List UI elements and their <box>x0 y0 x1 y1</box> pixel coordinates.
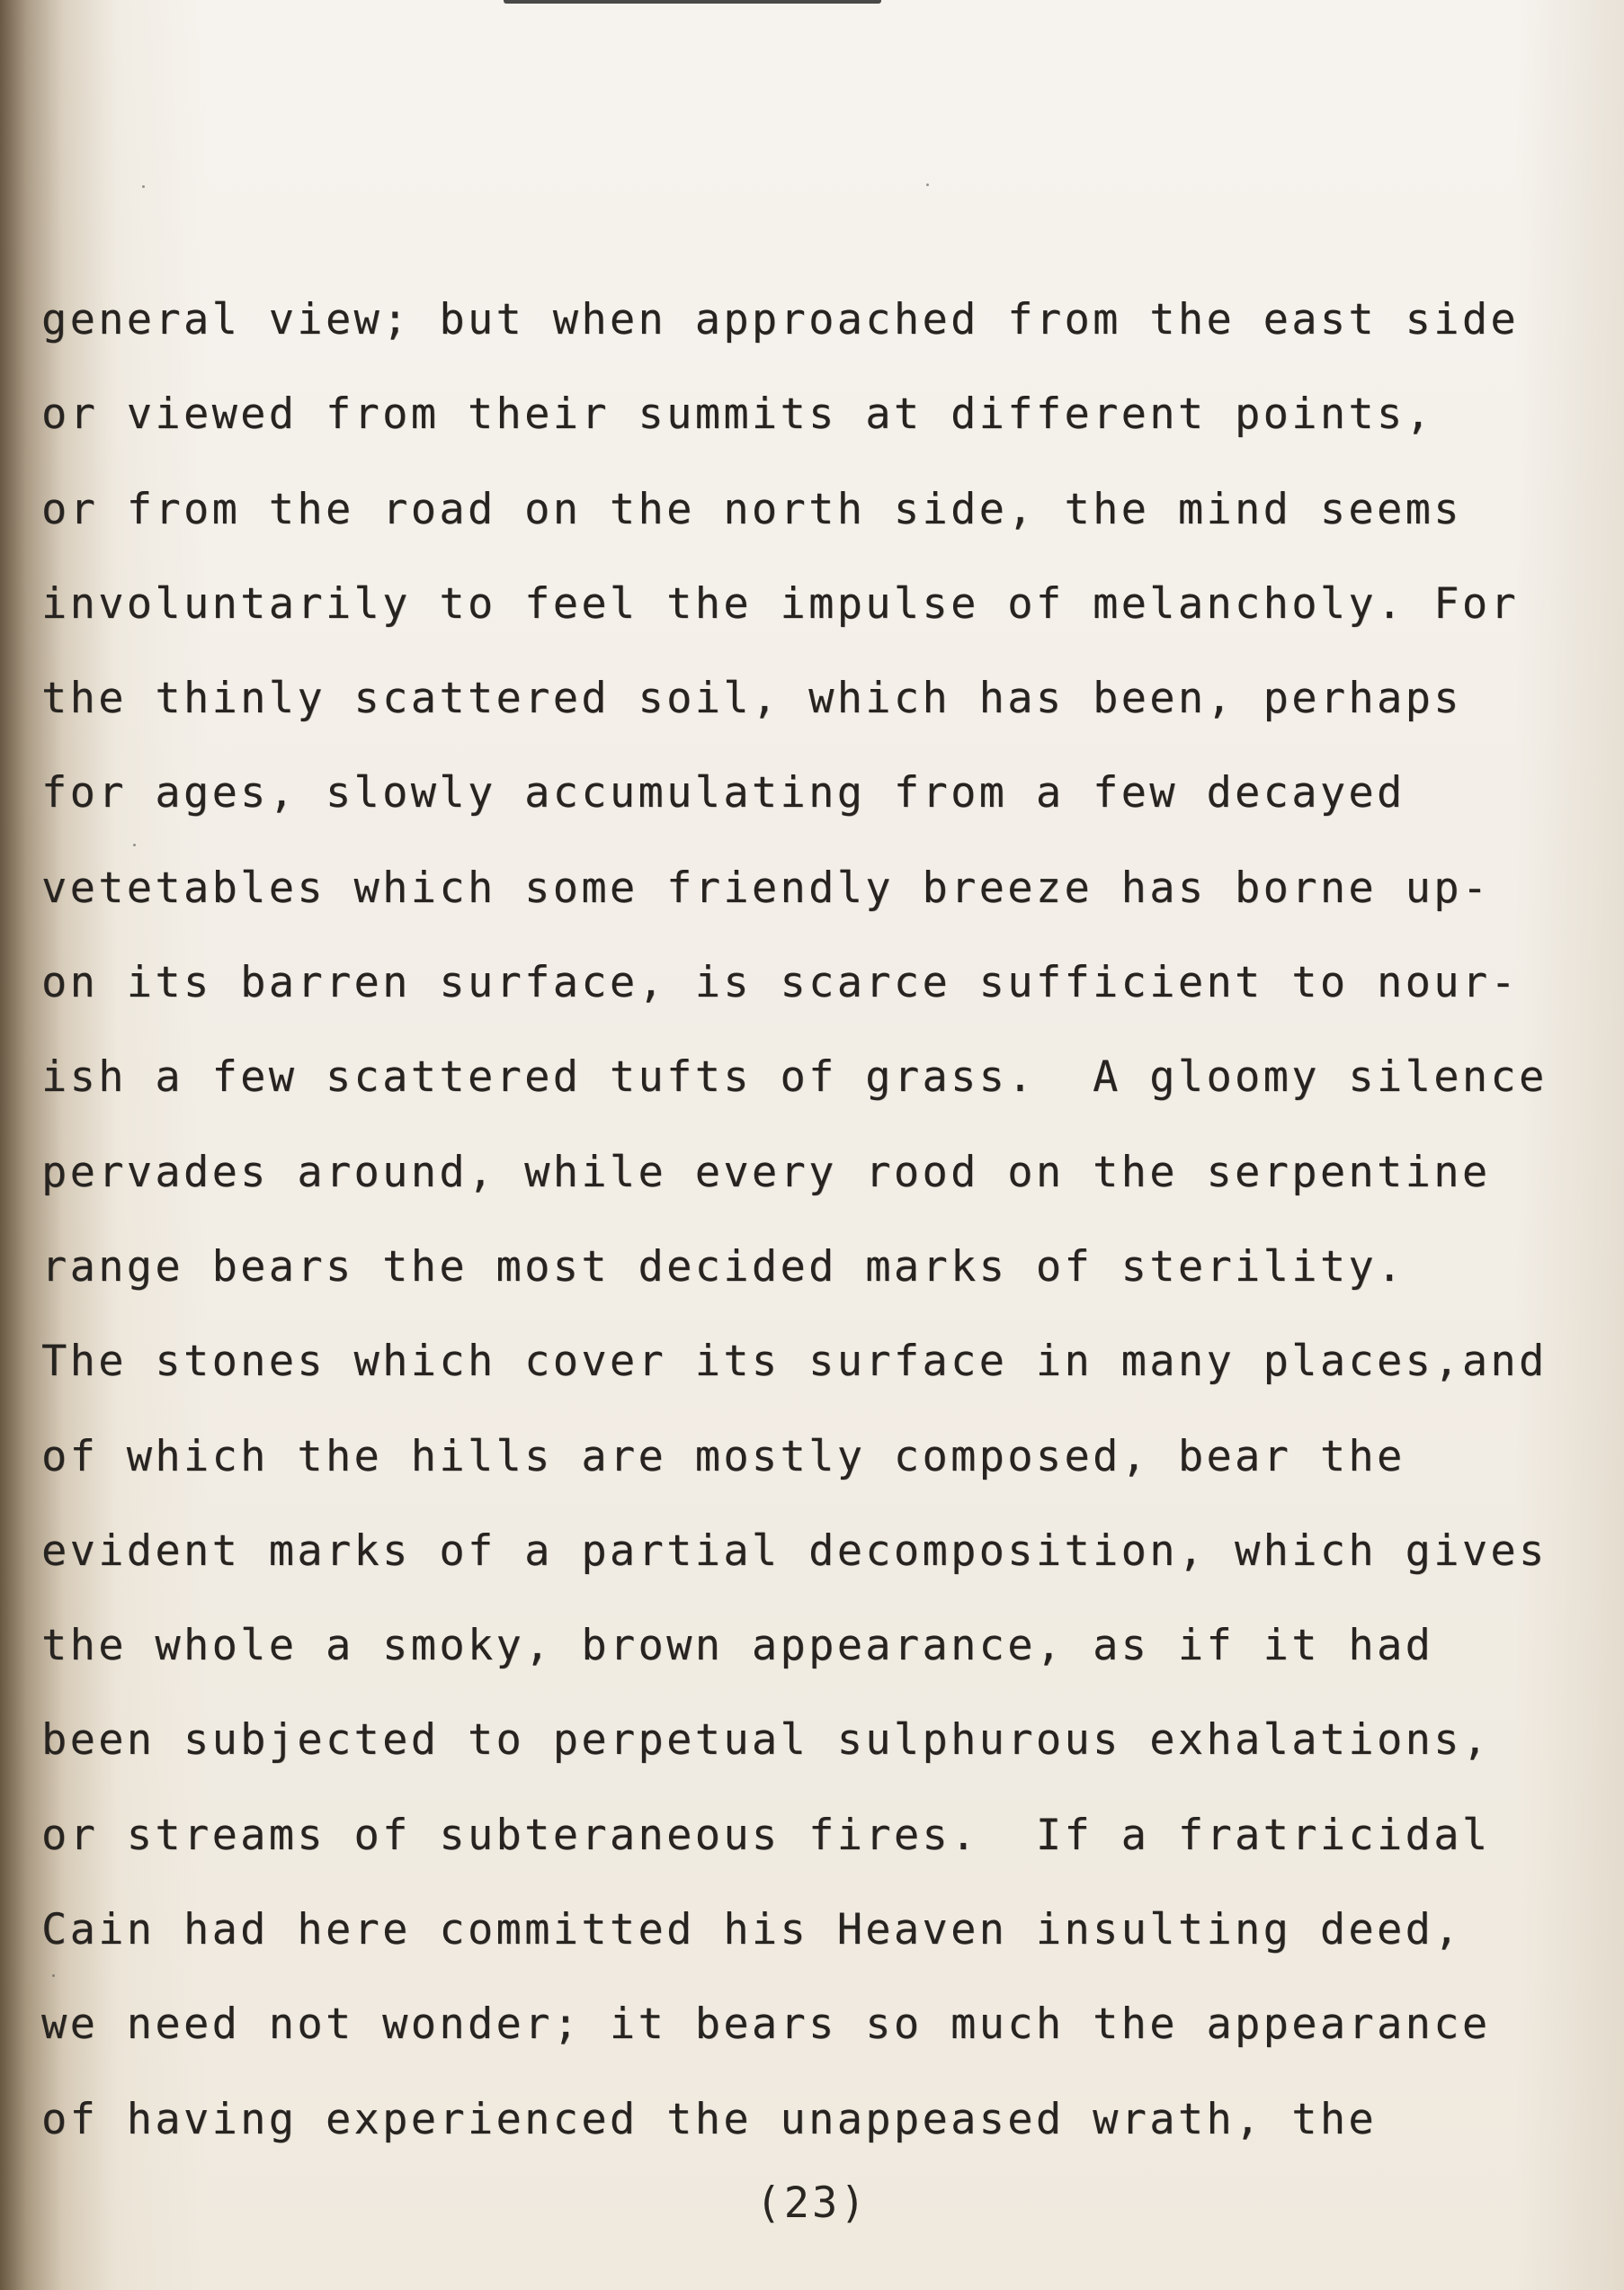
text-line: vetetables which some friendly breeze has borne up- <box>41 863 1491 913</box>
text-line: pervades around, while every rood on the serpentine <box>41 1147 1491 1197</box>
text-line: general view; but when approached from the east side <box>41 295 1520 344</box>
text-line: or streams of subteraneous fires. If a fratricidal <box>41 1810 1491 1860</box>
text-line: on its barren surface, is scarce sufficient to nour- <box>41 958 1520 1008</box>
text-line: The stones which cover its surface in many places,and <box>41 1337 1548 1387</box>
page-number: (23) <box>755 2178 869 2228</box>
text-line: or viewed from their summits at different points, <box>41 389 1434 440</box>
text-line: we need not wonder; it bears so much the appearance <box>41 1999 1491 2050</box>
text-line: ish a few scattered tufts of grass. A gloomy silence <box>41 1052 1548 1103</box>
text-line: the whole a smoky, brown appearance, as if it had <box>41 1621 1434 1671</box>
text-line: of having experienced the unappeased wrath, the <box>41 2094 1378 2144</box>
text-line: of which the hills are mostly composed, bear the <box>41 1431 1405 1481</box>
text-line: for ages, slowly accumulating from a few decayed <box>41 768 1405 818</box>
top-edge-mark <box>504 0 881 4</box>
text-line: involuntarily to feel the impulse of melancholy. For <box>41 578 1520 629</box>
paper-speck <box>926 183 929 186</box>
text-line: or from the road on the north side, the mind seems <box>41 484 1462 534</box>
text-line: range bears the most decided marks of sterility. <box>41 1241 1405 1292</box>
text-line: Cain had here committed his Heaven insulting deed, <box>41 1905 1462 1955</box>
body-text <box>41 286 1606 2180</box>
text-line: been subjected to perpetual sulphurous exhalations, <box>41 1715 1491 1766</box>
text-line: evident marks of a partial decomposition, which gives <box>41 1525 1548 1576</box>
paper-speck <box>142 185 145 188</box>
text-line: the thinly scattered soil, which has been, perhaps <box>41 674 1462 724</box>
